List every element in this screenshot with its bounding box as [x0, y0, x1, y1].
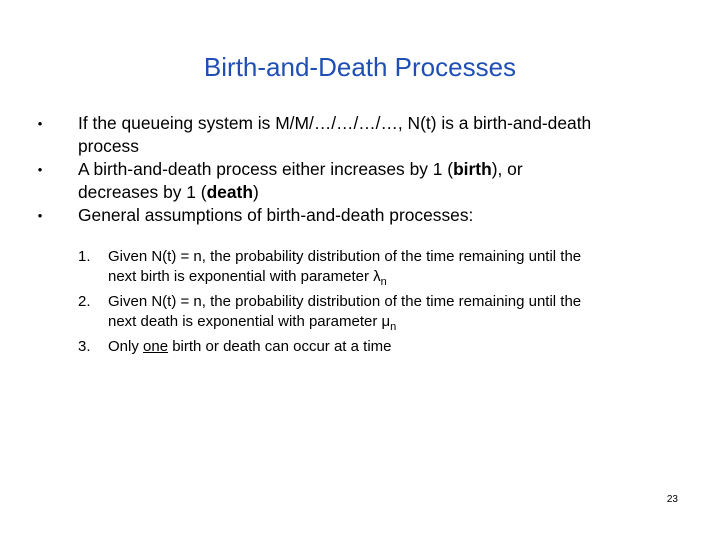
bullet-text: A birth-and-death process either increases by 1 (	[78, 159, 454, 179]
bullet-text: process	[78, 136, 139, 156]
bullet-text: )	[252, 182, 259, 202]
assumption-text: Given N(t) = n, the probability distribution of the time remaining until the	[108, 248, 582, 265]
bullet-text: ), or	[491, 159, 523, 179]
underlined-word: one	[143, 338, 169, 355]
assumption-list	[78, 247, 698, 361]
bold-term-death: death	[206, 182, 253, 202]
assumption-text: next birth is exponential with parameter λ	[108, 268, 381, 285]
slide-title: Birth-and-Death Processes	[203, 52, 517, 82]
assumption-text: birth or death can occur at a time	[168, 338, 392, 355]
item-number: 3.	[78, 338, 91, 355]
item-number: 2.	[78, 293, 91, 310]
subscript: n	[380, 276, 387, 288]
bullet-item	[30, 204, 690, 227]
assumption-text: next death is exponential with parameter μ	[108, 313, 391, 330]
bullet-item	[30, 112, 690, 158]
bullet-icon: •	[37, 116, 43, 131]
bold-term-birth: birth	[453, 159, 492, 179]
bullet-text: decreases by 1 (	[78, 182, 207, 202]
bullet-text: General assumptions of birth-and-death processes:	[78, 205, 474, 225]
assumption-text: Only	[108, 338, 144, 355]
assumption-item	[78, 247, 698, 288]
assumption-text: Given N(t) = n, the probability distribution of the time remaining until the	[108, 293, 582, 310]
assumption-item	[78, 337, 698, 357]
bullet-list	[30, 112, 690, 227]
bullet-icon: •	[37, 208, 43, 223]
page-number: 23	[666, 494, 678, 505]
item-number: 1.	[78, 248, 91, 265]
subscript: n	[390, 321, 397, 333]
bullet-text: If the queueing system is M/M/…/…/…/…, N(t) is a birth-and-death	[78, 113, 592, 133]
assumption-item	[78, 292, 698, 333]
bullet-item	[30, 158, 690, 204]
bullet-icon: •	[37, 162, 43, 177]
